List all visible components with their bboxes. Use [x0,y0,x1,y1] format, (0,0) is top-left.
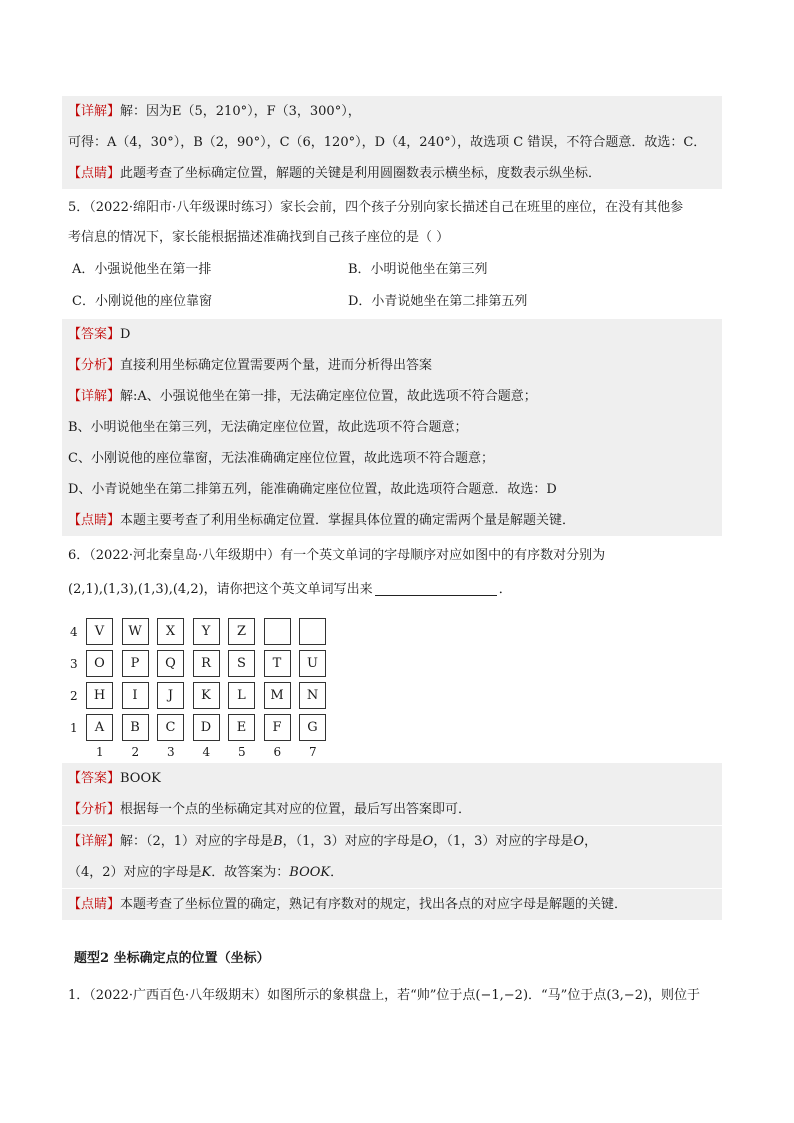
ordered-pairs: (2,1),(1,3),(1,3),(4,2) [68,582,204,597]
detail-line: 【详解】解：因为E（5，210°），F（3，300°）， [62,96,722,127]
grid-cell: T [264,650,291,677]
option-c: C．小刚说他的座位靠窗 [72,294,212,309]
detail-line: 可得：A（4，30°），B（2，90°），C（6，120°），D（4，240°），故选项 C 错误，不符合题意．故选：C． [62,127,722,158]
grid-cell: F [264,714,291,741]
grid-column-label: 7 [309,745,317,759]
grid-cell: H [86,682,113,709]
detail-line: B、小明说他坐在第三列，无法确定座位位置，故此选项不符合题意； [62,412,722,443]
grid-cell: Y [193,618,220,645]
grid-cell: R [193,650,220,677]
grid-column-label: 4 [202,745,211,759]
question-6-line-1: 6．（2022·河北秦皇岛·八年级期中）有一个英文单词的字母顺序对应如图中的有序数对分别为 [68,548,606,563]
grid-column-label: 5 [238,745,246,759]
grid-cell: D [193,714,220,741]
detail-line: C、小刚说他的座位靠窗，无法准确确定座位位置，故此选项不符合题意； [62,443,722,474]
grid-cell: A [86,714,113,741]
grid-cell: J [157,682,184,709]
question-5-line-1: 5．（2022·绵阳市·八年级课时练习）家长会前，四个孩子分别向家长描述自己在班里的座位，在没有其他参 [68,200,684,215]
grid-cell: C [157,714,184,741]
grid-column-label: 2 [131,745,140,759]
grid-column-label: 6 [273,745,282,759]
comment-line: 【点睛】本题主要考查了利用坐标确定位置．掌握具体位置的确定需两个量是解题关键． [62,505,722,536]
question-5-line-2: 考信息的情况下，家长能根据描述准确找到自己孩子座位的是（ ） [68,230,450,245]
grid-cell: X [157,618,184,645]
grid-cell [299,618,326,645]
answer-line: 【答案】BOOK [62,763,722,794]
grid-row-label: 2 [70,689,78,703]
option-d: D．小青说她坐在第二排第五列 [348,294,528,309]
grid-cell: Q [157,650,184,677]
grid-cell [264,618,291,645]
detail-line: 【详解】解:A、小强说他坐在第一排，无法确定座位位置，故此选项不符合题意； [62,381,722,412]
coordinate: (3,−2) [606,988,649,1003]
grid-row-label: 4 [70,625,78,639]
question-6-line-2: (2,1),(1,3),(1,3),(4,2)，请你把这个英文单词写出来 ． [68,582,512,597]
grid-cell: K [193,682,220,709]
grid-cell: N [299,682,326,709]
option-b: B．小明说他坐在第三列 [348,262,488,277]
analysis-line: 【分析】直接利用坐标确定位置需要两个量，进而分析得出答案 [62,350,722,381]
comment-line: 【点睛】本题考查了坐标位置的确定，熟记有序数对的规定，找出各点的对应字母是解题的关键． [62,889,722,920]
section-title: 题型2 坐标确定点的位置（坐标） [74,951,270,966]
coordinate: (−1,−2) [475,988,529,1003]
grid-row-label: 3 [70,657,78,671]
grid-column-label: 3 [167,745,175,759]
grid-cell: P [122,650,149,677]
grid-cell: E [228,714,255,741]
option-a: A．小强说他坐在第一排 [72,262,212,277]
grid-cell: L [228,682,255,709]
grid-row-label: 1 [70,721,78,735]
grid-cell: Z [228,618,255,645]
grid-column-label: 1 [96,745,104,759]
question-line: 1．（2022·广西百色·八年级期末）如图所示的象棋盘上，若“帅”位于点(−1,−2)．“马”位于点(3,−2)，则位于 [68,988,701,1003]
comment-line: 【点睛】此题考查了坐标确定位置，解题的关键是利用圆圈数表示横坐标，度数表示纵坐标． [62,158,722,189]
analysis-line: 【分析】根据每一个点的坐标确定其对应的位置，最后写出答案即可． [62,794,722,825]
grid-cell: G [299,714,326,741]
grid-cell: S [228,650,255,677]
grid-cell: O [86,650,113,677]
grid-cell: W [122,618,149,645]
answer-blank [375,581,497,596]
detail-line: （4，2）对应的字母是K．故答案为：BOOK． [62,857,722,888]
grid-cell: I [122,682,149,709]
comment-tag: 【点睛】 [68,166,121,181]
detail-tag: 【详解】 [68,104,121,119]
grid-cell: U [299,650,326,677]
grid-cell: B [122,714,149,741]
answer-line: 【答案】D [62,319,722,350]
grid-cell: V [86,618,113,645]
detail-line: D、小青说她坐在第二排第五列，能准确确定座位位置，故此选项符合题意．故选：D [62,474,722,505]
grid-cell: M [264,682,291,709]
detail-line: 【详解】解：（2，1）对应的字母是B，（1，3）对应的字母是O，（1，3）对应的字母是O， [62,826,722,857]
